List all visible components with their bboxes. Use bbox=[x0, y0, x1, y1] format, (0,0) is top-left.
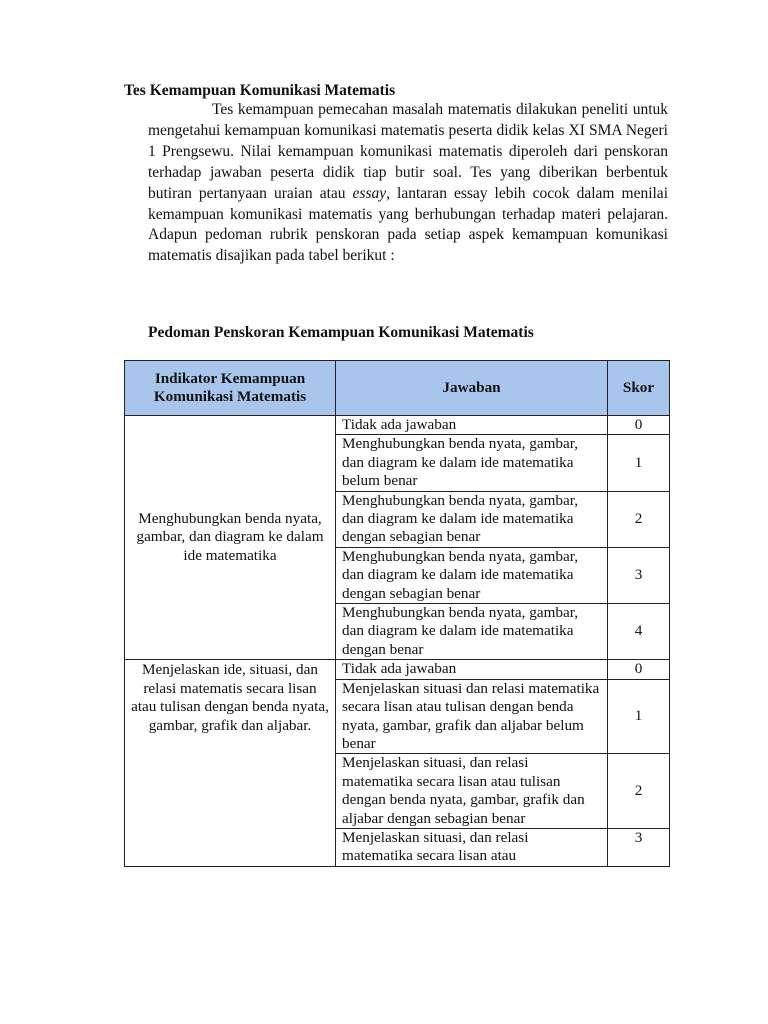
answer-cell: Menjelaskan situasi, dan relasi matematika secara lisan atau tulisan dengan benda nyata, gambar, grafik dan aljabar dengan sebagian benar bbox=[336, 754, 608, 829]
intro-paragraph bbox=[148, 100, 668, 267]
section-heading: Tes Kemampuan Komunikasi Matematis bbox=[124, 82, 396, 99]
scoring-rubric-table bbox=[124, 360, 670, 867]
score-cell: 4 bbox=[608, 604, 670, 660]
answer-cell: Menghubungkan benda nyata, gambar, dan diagram ke dalam ide matematika dengan sebagian benar bbox=[336, 491, 608, 547]
table-row bbox=[125, 416, 670, 435]
table-header-row bbox=[125, 361, 670, 416]
paragraph-italic-word: essay bbox=[352, 184, 387, 202]
answer-cell: Menjelaskan situasi, dan relasi matematika secara lisan atau bbox=[336, 828, 608, 866]
answer-cell: Menghubungkan benda nyata, gambar, dan diagram ke dalam ide matematika dengan sebagian benar bbox=[336, 547, 608, 603]
score-cell: 1 bbox=[608, 679, 670, 754]
paragraph-text-part-1: Tes kemampuan pemecahan masalah matematis dilakukan peneliti untuk mengetahui kemampuan komunikasi matematis peserta didik kelas XI SMA Negeri 1 Prengsewu. Nilai kemampuan komunikasi matematis diperoleh dari penskoran terhadap jawaban peserta didik tiap butir soal. Tes yang diberikan berbentuk butiran pertanyaan uraian atau bbox=[148, 101, 668, 202]
score-cell: 1 bbox=[608, 435, 670, 491]
answer-cell: Menghubungkan benda nyata, gambar, dan diagram ke dalam ide matematika dengan benar bbox=[336, 604, 608, 660]
score-cell: 2 bbox=[608, 754, 670, 829]
score-cell: 0 bbox=[608, 416, 670, 435]
indicator-cell: Menjelaskan ide, situasi, dan relasi matematis secara lisan atau tulisan dengan benda nyata, gambar, grafik dan aljabar. bbox=[125, 660, 336, 866]
score-cell: 0 bbox=[608, 660, 670, 679]
answer-cell: Tidak ada jawaban bbox=[336, 416, 608, 435]
indicator-cell: Menghubungkan benda nyata, gambar, dan diagram ke dalam ide matematika bbox=[125, 416, 336, 660]
score-cell: 3 bbox=[608, 547, 670, 603]
header-indicator: Indikator Kemampuan Komunikasi Matematis bbox=[125, 361, 336, 416]
score-cell: 3 bbox=[608, 828, 670, 866]
table-title: Pedoman Penskoran Kemampuan Komunikasi Matematis bbox=[148, 324, 534, 341]
header-answer: Jawaban bbox=[336, 361, 608, 416]
table-row bbox=[125, 660, 670, 679]
paragraph-text-part-2: , lantaran essay lebih cocok dalam menilai kemampuan komunikasi matematis yang berhubungan terhadap materi pelajaran. Adapun pedoman rubrik penskoran pada setiap aspek kemampuan komunikasi matematis disajikan pada tabel berikut : bbox=[148, 184, 668, 265]
answer-cell: Menjelaskan situasi dan relasi matematika secara lisan atau tulisan dengan benda nyata, gambar, grafik dan aljabar belum benar bbox=[336, 679, 608, 754]
score-cell: 2 bbox=[608, 491, 670, 547]
answer-cell: Tidak ada jawaban bbox=[336, 660, 608, 679]
answer-cell: Menghubungkan benda nyata, gambar, dan diagram ke dalam ide matematika belum benar bbox=[336, 435, 608, 491]
header-score: Skor bbox=[608, 361, 670, 416]
